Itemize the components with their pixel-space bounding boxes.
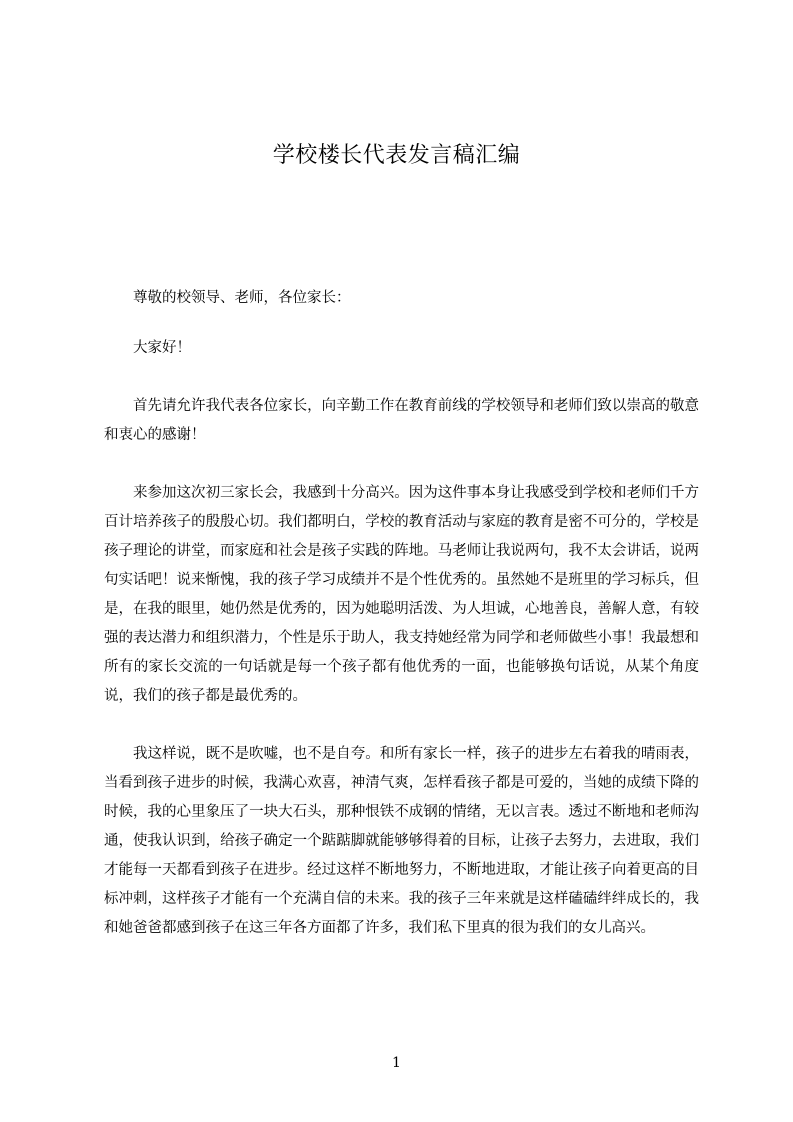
- document-body: [104, 284, 699, 972]
- salutation-paragraph: 尊敬的校领导、老师，各位家长：: [133, 290, 351, 306]
- body-paragraph: 我这样说，既不是吹嘘，也不是自夸。和所有家长一样，孩子的进步左右着我的晴雨表，当看到孩子进步的时候，我满心欢喜，神清气爽，怎样看孩子都是可爱的，当她的成绩下降的时候，我的心里象压了一块大石头，那种恨铁不成钢的情绪，无以言表。透过不断地和老师沟通，使我认识到，给孩子确定一个踮踮脚就能够够得着的目标，让孩子去努力，去进取，我们才能每一天都看到孩子在进步。经过这样不断地努力，不断地进取，才能让孩子向着更高的目标冲刺，这样孩子才能有一个充满自信的未来。我的孩子三年来就是这样磕磕绊绊成长的，我和她爸爸都感到孩子在这三年各方面都了许多，我们私下里真的很为我们的女儿高兴。: [104, 746, 699, 936]
- thanks-paragraph: 首先请允许我代表各位家长，向辛勤工作在教育前线的学校领导和老师们致以崇高的敬意和衷心的感谢！: [104, 398, 699, 443]
- page-number: 1: [392, 1055, 401, 1071]
- greeting-paragraph: 大家好！: [133, 340, 191, 356]
- document-title: 学校楼长代表发言稿汇编: [272, 143, 521, 168]
- body-paragraph: 来参加这次初三家长会，我感到十分高兴。因为这件事本身让我感受到学校和老师们千方百计培养孩子的殷殷心切。我们都明白，学校的教育活动与家庭的教育是密不可分的，学校是孩子理论的讲堂，而家庭和社会是孩子实践的阵地。马老师让我说两句，我不太会讲话，说两句实话吧！说来惭愧，我的孩子学习成绩并不是个性优秀的。虽然她不是班里的学习标兵，但是，在我的眼里，她仍然是优秀的，因为她聪明活泼、为人坦诚，心地善良，善解人意，有较强的表达潜力和组织潜力，个性是乐于助人，我支持她经常为同学和老师做些小事！我最想和所有的家长交流的一句话就是每一个孩子都有他优秀的一面，也能够换句话说，从某个角度说，我们的孩子都是最优秀的。: [104, 485, 699, 704]
